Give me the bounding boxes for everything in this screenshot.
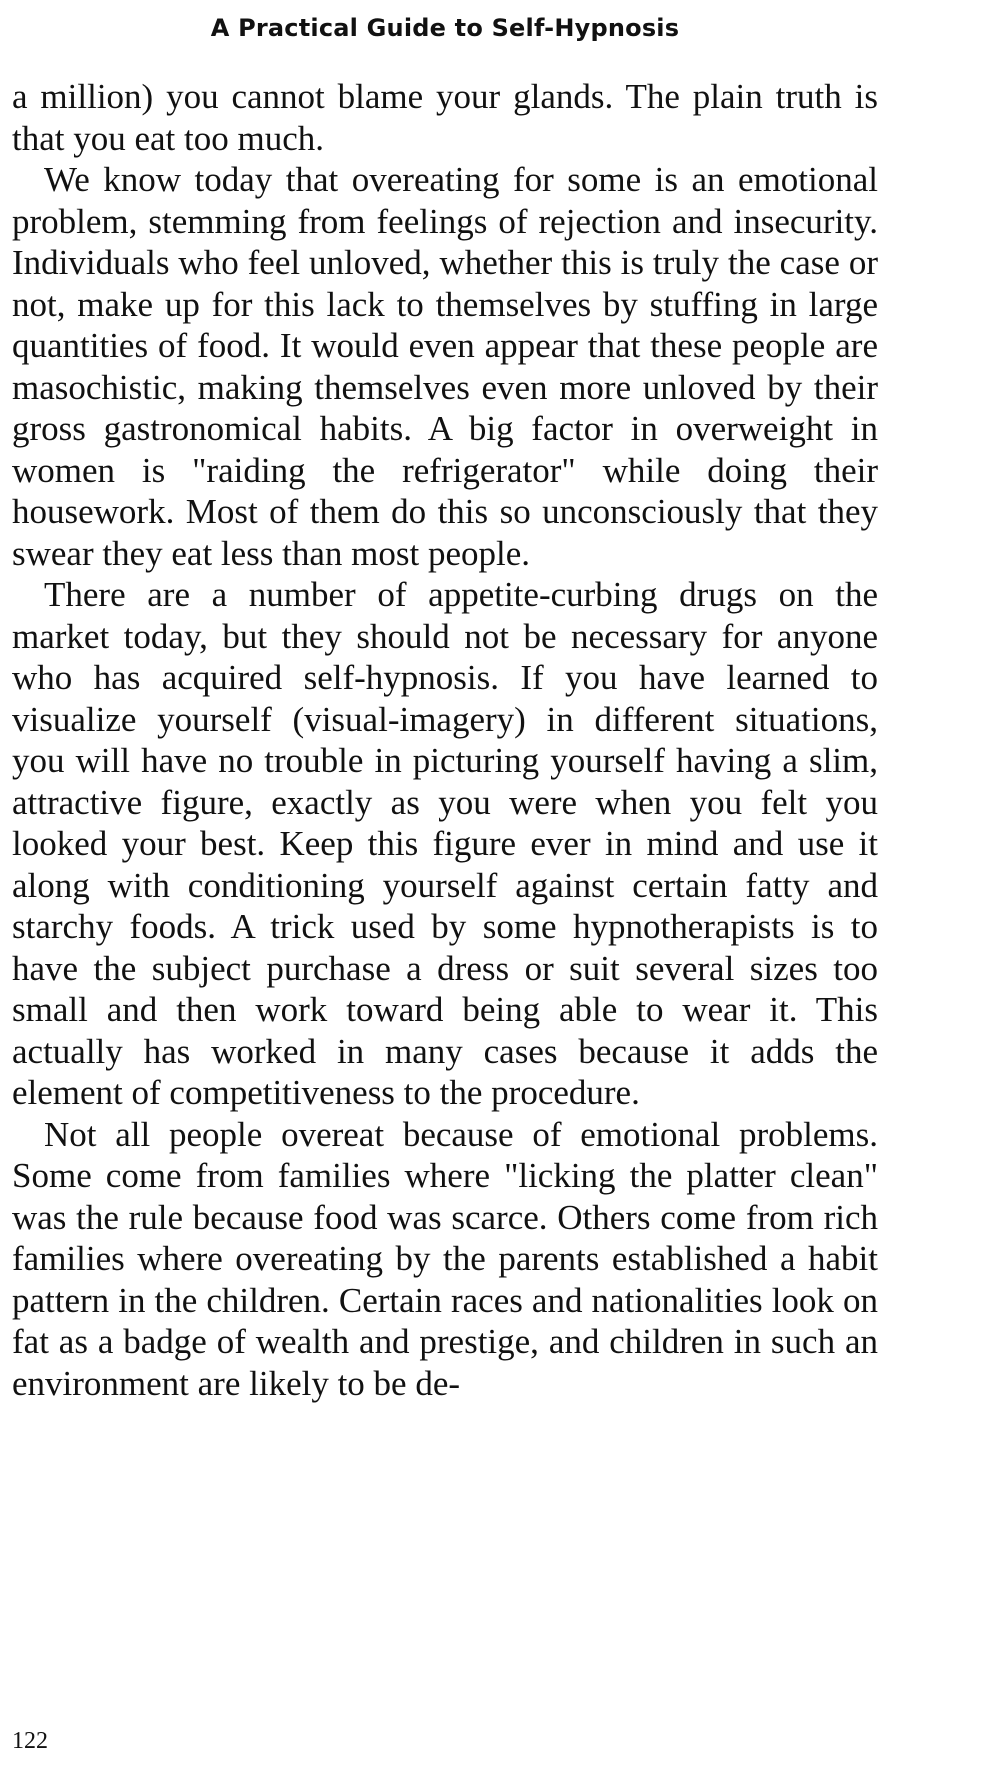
running-head-title: A Practical Guide to Self-Hypnosis (210, 14, 680, 42)
body-text (12, 76, 878, 1404)
paragraph-family-habits: Not all people overeat because of emotional problems. Some come from families where "licking the platter clean" was the rule because food was scarce. Others come from rich families where overeating by the parents established a habit pattern in the children. Certain races and nationalities look on fat as a badge of wealth and prestige, and children in such an environment are likely to be de- (12, 1114, 878, 1403)
page-number: 122 (12, 1728, 48, 1754)
paragraph-continued: a million) you cannot blame your glands. The plain truth is that you eat too much. (12, 77, 878, 158)
paragraph-appetite-drugs: There are a number of appetite-curbing drugs on the market today, but they should not be necessary for anyone who has acquired self-hypnosis. If you have learned to visualize yourself (visual-imagery) in different situations, you will have no trouble in picturing yourself having a slim, attractive figure, exactly as you were when you felt you looked your best. Keep this figure ever in mind and use it along with conditioning yourself against certain fatty and starchy foods. A trick used by some hypnotherapists is to have the subject purchase a dress or suit several sizes too small and then work toward being able to wear it. This actually has worked in many cases because it adds the element of competitiveness to the procedure. (12, 575, 878, 1112)
paragraph-overeating-emotional: We know today that overeating for some is an emotional problem, stemming from feelings of rejection and insecurity. Individuals who feel unloved, whether this is truly the case or not, make up for this lack to themselves by stuffing in large quantities of food. It would even appear that these people are masochistic, making themselves even more unloved by their gross gastronomical habits. A big factor in overweight in women is "raiding the refrigerator" while doing their housework. Most of them do this so unconsciously that they swear they eat less than most people. (12, 160, 878, 573)
